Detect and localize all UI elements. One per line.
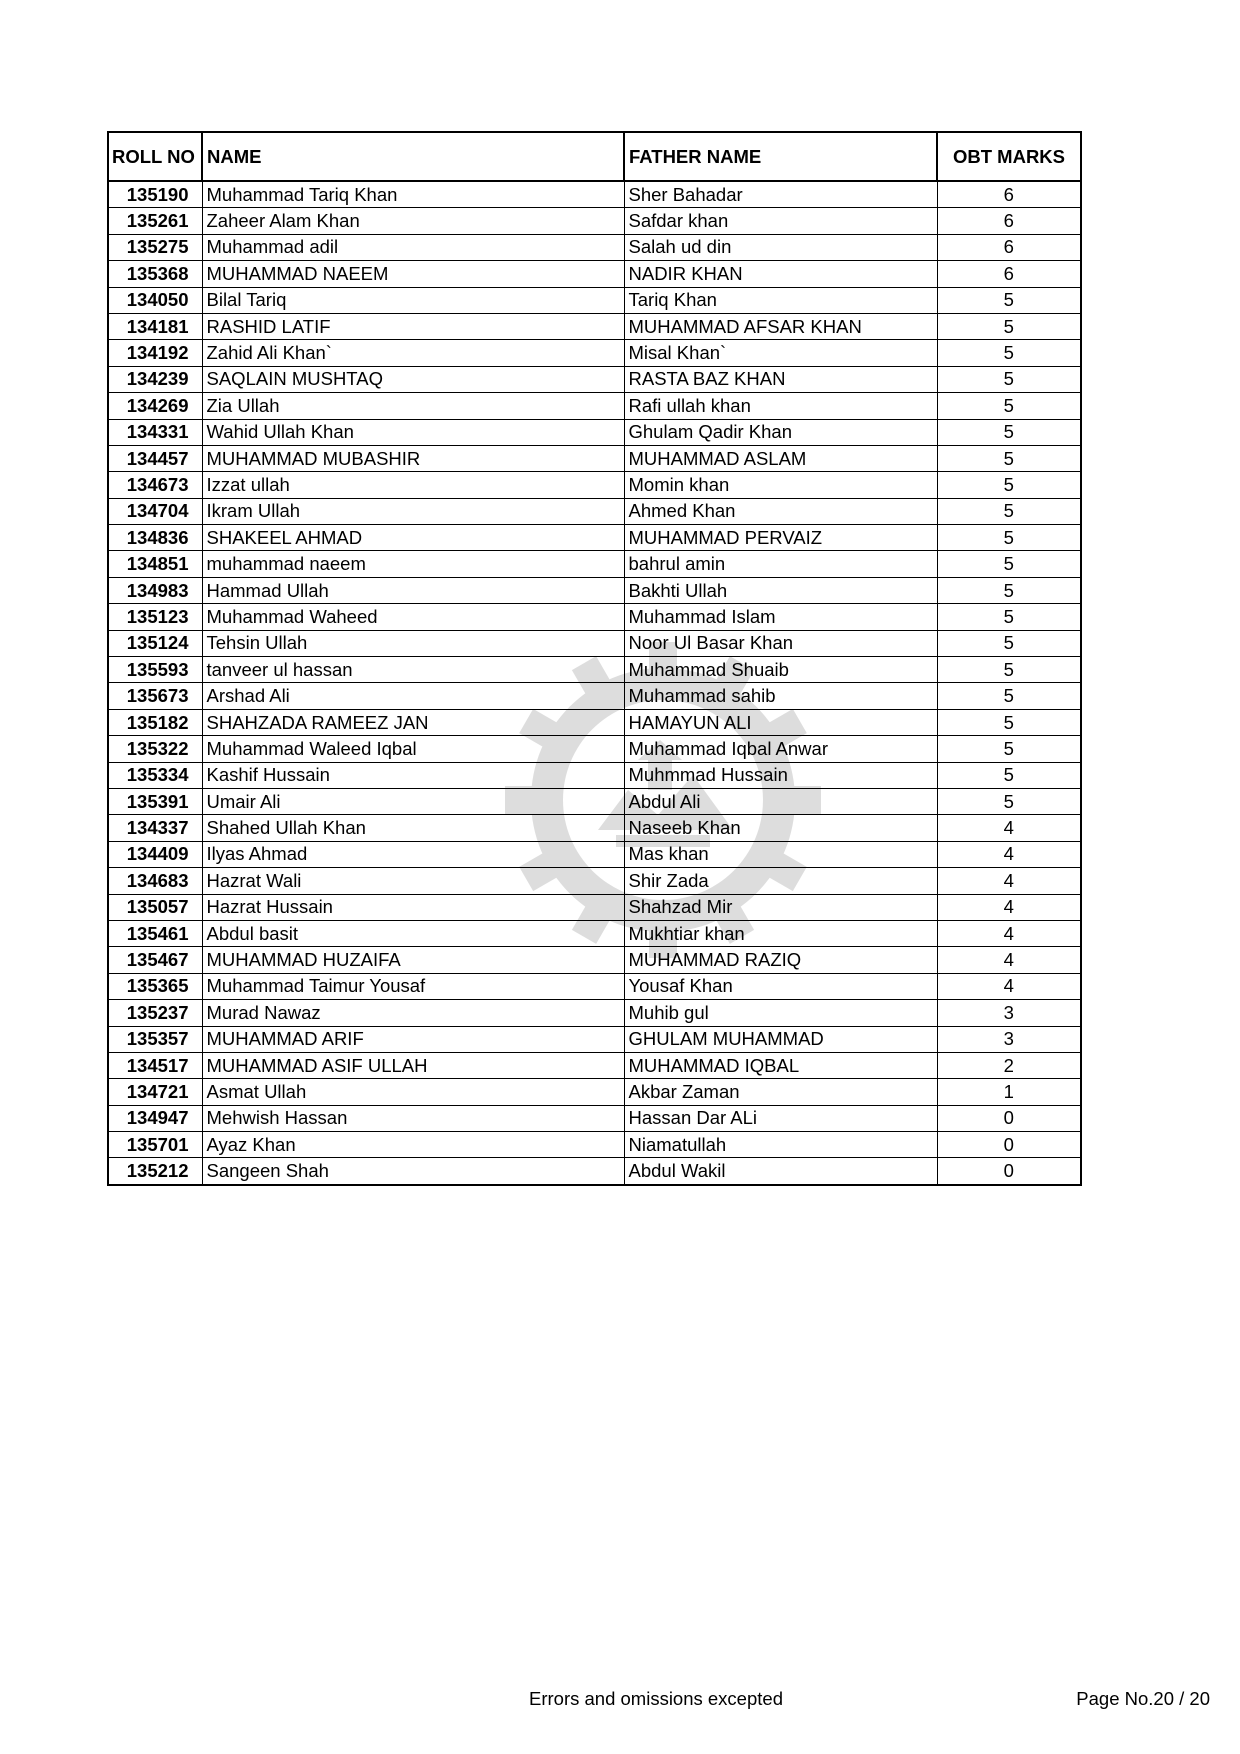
table-header-row (108, 132, 1081, 181)
table-row (108, 947, 1081, 973)
obt-marks-cell: 0 (937, 1132, 1081, 1158)
roll-no-cell: 135057 (108, 894, 202, 920)
father-name-cell: Hassan Dar ALi (624, 1105, 937, 1131)
obt-marks-cell: 5 (937, 762, 1081, 788)
obt-marks-cell: 5 (937, 525, 1081, 551)
table-row (108, 181, 1081, 208)
father-name-cell: Abdul Wakil (624, 1158, 937, 1185)
student-name-cell: Zahid Ali Khan` (202, 340, 624, 366)
obt-marks-cell: 5 (937, 551, 1081, 577)
obt-marks-cell: 5 (937, 657, 1081, 683)
roll-no-cell: 134673 (108, 472, 202, 498)
table-row (108, 313, 1081, 339)
obt-marks-header: OBT MARKS (937, 132, 1081, 181)
father-name-cell: MUHAMMAD PERVAIZ (624, 525, 937, 551)
table-row (108, 841, 1081, 867)
student-name-cell: Bilal Tariq (202, 287, 624, 313)
roll-no-cell: 134851 (108, 551, 202, 577)
roll-no-cell: 134704 (108, 498, 202, 524)
father-name-cell: MUHAMMAD IQBAL (624, 1052, 937, 1078)
student-name-cell: Shahed Ullah Khan (202, 815, 624, 841)
obt-marks-cell: 5 (937, 419, 1081, 445)
roll-no-cell: 134683 (108, 868, 202, 894)
table-row (108, 1026, 1081, 1052)
father-name-cell: MUHAMMAD ASLAM (624, 445, 937, 471)
table-row (108, 1079, 1081, 1105)
roll-no-cell: 135237 (108, 1000, 202, 1026)
student-name-cell: Muhammad Taimur Yousaf (202, 973, 624, 999)
roll-no-cell: 135461 (108, 920, 202, 946)
table-row (108, 736, 1081, 762)
obt-marks-cell: 5 (937, 604, 1081, 630)
roll-no-cell: 135275 (108, 234, 202, 260)
father-name-cell: Muhammad sahib (624, 683, 937, 709)
roll-no-cell: 134721 (108, 1079, 202, 1105)
father-name-cell: Mukhtiar khan (624, 920, 937, 946)
father-name-cell: Naseeb Khan (624, 815, 937, 841)
obt-marks-cell: 4 (937, 868, 1081, 894)
table-row (108, 815, 1081, 841)
table-row (108, 1132, 1081, 1158)
father-name-cell: Abdul Ali (624, 788, 937, 814)
roll-no-cell: 135212 (108, 1158, 202, 1185)
father-name-cell: GHULAM MUHAMMAD (624, 1026, 937, 1052)
roll-no-cell: 134409 (108, 841, 202, 867)
roll-no-cell: 134983 (108, 577, 202, 603)
father-name-cell: Safdar khan (624, 208, 937, 234)
roll-no-cell: 134269 (108, 393, 202, 419)
student-name-cell: muhammad naeem (202, 551, 624, 577)
obt-marks-cell: 4 (937, 920, 1081, 946)
father-name-cell: Sher Bahadar (624, 181, 937, 208)
father-name-cell: MUHAMMAD AFSAR KHAN (624, 313, 937, 339)
student-name-cell: Muhammad Waheed (202, 604, 624, 630)
roll-no-cell: 135322 (108, 736, 202, 762)
table-row (108, 973, 1081, 999)
roll-no-cell: 135261 (108, 208, 202, 234)
father-name-cell: Yousaf Khan (624, 973, 937, 999)
father-name-cell: NADIR KHAN (624, 261, 937, 287)
student-name-cell: tanveer ul hassan (202, 657, 624, 683)
roll-no-cell: 134947 (108, 1105, 202, 1131)
table-row (108, 709, 1081, 735)
father-name-cell: HAMAYUN ALI (624, 709, 937, 735)
student-name-cell: Muhammad Waleed Iqbal (202, 736, 624, 762)
student-name-cell: Mehwish Hassan (202, 1105, 624, 1131)
student-name-cell: Ayaz Khan (202, 1132, 624, 1158)
roll-no-cell: 135365 (108, 973, 202, 999)
name-header: NAME (202, 132, 624, 181)
table-row (108, 366, 1081, 392)
roll-no-cell: 134239 (108, 366, 202, 392)
student-name-cell: Hazrat Wali (202, 868, 624, 894)
roll-no-cell: 135357 (108, 1026, 202, 1052)
student-name-cell: MUHAMMAD ARIF (202, 1026, 624, 1052)
obt-marks-cell: 6 (937, 234, 1081, 260)
roll-no-cell: 135701 (108, 1132, 202, 1158)
father-name-cell: MUHAMMAD RAZIQ (624, 947, 937, 973)
roll-no-header: ROLL NO (108, 132, 202, 181)
father-name-cell: Akbar Zaman (624, 1079, 937, 1105)
table-row (108, 340, 1081, 366)
roll-no-cell: 135593 (108, 657, 202, 683)
father-name-cell: Tariq Khan (624, 287, 937, 313)
table-row (108, 445, 1081, 471)
obt-marks-cell: 6 (937, 208, 1081, 234)
table-row (108, 208, 1081, 234)
student-name-cell: RASHID LATIF (202, 313, 624, 339)
table-row (108, 419, 1081, 445)
obt-marks-cell: 5 (937, 393, 1081, 419)
table-row (108, 1052, 1081, 1078)
table-row (108, 762, 1081, 788)
obt-marks-cell: 5 (937, 683, 1081, 709)
student-name-cell: SAQLAIN MUSHTAQ (202, 366, 624, 392)
obt-marks-cell: 5 (937, 313, 1081, 339)
student-name-cell: Muhammad adil (202, 234, 624, 260)
roll-no-cell: 135334 (108, 762, 202, 788)
results-table (107, 131, 1082, 1186)
father-name-cell: Shir Zada (624, 868, 937, 894)
roll-no-cell: 135124 (108, 630, 202, 656)
obt-marks-cell: 4 (937, 841, 1081, 867)
student-name-cell: MUHAMMAD HUZAIFA (202, 947, 624, 973)
table-row (108, 287, 1081, 313)
student-name-cell: Muhammad Tariq Khan (202, 181, 624, 208)
obt-marks-cell: 5 (937, 498, 1081, 524)
table-row (108, 551, 1081, 577)
roll-no-cell: 134337 (108, 815, 202, 841)
roll-no-cell: 134517 (108, 1052, 202, 1078)
table-row (108, 604, 1081, 630)
obt-marks-cell: 5 (937, 340, 1081, 366)
student-name-cell: MUHAMMAD MUBASHIR (202, 445, 624, 471)
obt-marks-cell: 5 (937, 577, 1081, 603)
table-row (108, 1105, 1081, 1131)
student-name-cell: Asmat Ullah (202, 1079, 624, 1105)
student-name-cell: Zia Ullah (202, 393, 624, 419)
obt-marks-cell: 4 (937, 894, 1081, 920)
roll-no-cell: 134836 (108, 525, 202, 551)
roll-no-cell: 134181 (108, 313, 202, 339)
student-name-cell: SHAHZADA RAMEEZ JAN (202, 709, 624, 735)
obt-marks-cell: 5 (937, 788, 1081, 814)
student-name-cell: Umair Ali (202, 788, 624, 814)
roll-no-cell: 135123 (108, 604, 202, 630)
student-name-cell: Ikram Ullah (202, 498, 624, 524)
table-row (108, 261, 1081, 287)
obt-marks-cell: 4 (937, 973, 1081, 999)
obt-marks-cell: 5 (937, 472, 1081, 498)
table-row (108, 1000, 1081, 1026)
obt-marks-cell: 0 (937, 1158, 1081, 1185)
father-name-cell: RASTA BAZ KHAN (624, 366, 937, 392)
father-name-cell: Niamatullah (624, 1132, 937, 1158)
obt-marks-cell: 0 (937, 1105, 1081, 1131)
table-row (108, 498, 1081, 524)
father-name-cell: Shahzad Mir (624, 894, 937, 920)
student-name-cell: Murad Nawaz (202, 1000, 624, 1026)
father-name-cell: Mas khan (624, 841, 937, 867)
father-name-cell: Bakhti Ullah (624, 577, 937, 603)
student-name-cell: Wahid Ullah Khan (202, 419, 624, 445)
student-name-cell: Izzat ullah (202, 472, 624, 498)
obt-marks-cell: 5 (937, 287, 1081, 313)
footer-note: Errors and omissions excepted (529, 1688, 783, 1709)
table-row (108, 630, 1081, 656)
table-row (108, 657, 1081, 683)
father-name-cell: Misal Khan` (624, 340, 937, 366)
obt-marks-cell: 5 (937, 366, 1081, 392)
obt-marks-cell: 5 (937, 445, 1081, 471)
table-row (108, 1158, 1081, 1185)
obt-marks-cell: 4 (937, 947, 1081, 973)
father-name-header: FATHER NAME (624, 132, 937, 181)
obt-marks-cell: 5 (937, 736, 1081, 762)
father-name-cell: Muhammad Islam (624, 604, 937, 630)
student-name-cell: Hammad Ullah (202, 577, 624, 603)
father-name-cell: Rafi ullah khan (624, 393, 937, 419)
roll-no-cell: 135467 (108, 947, 202, 973)
student-name-cell: Tehsin Ullah (202, 630, 624, 656)
table-row (108, 683, 1081, 709)
obt-marks-cell: 5 (937, 630, 1081, 656)
roll-no-cell: 135190 (108, 181, 202, 208)
roll-no-cell: 134192 (108, 340, 202, 366)
obt-marks-cell: 1 (937, 1079, 1081, 1105)
roll-no-cell: 134331 (108, 419, 202, 445)
father-name-cell: Muhammad Iqbal Anwar (624, 736, 937, 762)
obt-marks-cell: 4 (937, 815, 1081, 841)
roll-no-cell: 135391 (108, 788, 202, 814)
father-name-cell: Ghulam Qadir Khan (624, 419, 937, 445)
obt-marks-cell: 2 (937, 1052, 1081, 1078)
table-row (108, 920, 1081, 946)
father-name-cell: Salah ud din (624, 234, 937, 260)
father-name-cell: Muhammad Shuaib (624, 657, 937, 683)
student-name-cell: MUHAMMAD ASIF ULLAH (202, 1052, 624, 1078)
table-row (108, 525, 1081, 551)
student-name-cell: Abdul basit (202, 920, 624, 946)
father-name-cell: Muhib gul (624, 1000, 937, 1026)
table-row (108, 788, 1081, 814)
table-row (108, 234, 1081, 260)
roll-no-cell: 135182 (108, 709, 202, 735)
obt-marks-cell: 6 (937, 261, 1081, 287)
page-number: Page No.20 / 20 (1076, 1688, 1210, 1709)
table-row (108, 472, 1081, 498)
father-name-cell: Muhmmad Hussain (624, 762, 937, 788)
student-name-cell: Kashif Hussain (202, 762, 624, 788)
table-row (108, 393, 1081, 419)
student-name-cell: MUHAMMAD NAEEM (202, 261, 624, 287)
father-name-cell: Momin khan (624, 472, 937, 498)
student-name-cell: Zaheer Alam Khan (202, 208, 624, 234)
student-name-cell: Arshad Ali (202, 683, 624, 709)
father-name-cell: bahrul amin (624, 551, 937, 577)
father-name-cell: Noor Ul Basar Khan (624, 630, 937, 656)
roll-no-cell: 134457 (108, 445, 202, 471)
roll-no-cell: 135673 (108, 683, 202, 709)
student-name-cell: Hazrat Hussain (202, 894, 624, 920)
table-row (108, 577, 1081, 603)
student-name-cell: Sangeen Shah (202, 1158, 624, 1185)
roll-no-cell: 134050 (108, 287, 202, 313)
obt-marks-cell: 3 (937, 1026, 1081, 1052)
roll-no-cell: 135368 (108, 261, 202, 287)
student-name-cell: Ilyas Ahmad (202, 841, 624, 867)
father-name-cell: Ahmed Khan (624, 498, 937, 524)
obt-marks-cell: 5 (937, 709, 1081, 735)
obt-marks-cell: 3 (937, 1000, 1081, 1026)
table-row (108, 868, 1081, 894)
obt-marks-cell: 6 (937, 181, 1081, 208)
student-name-cell: SHAKEEL AHMAD (202, 525, 624, 551)
table-row (108, 894, 1081, 920)
